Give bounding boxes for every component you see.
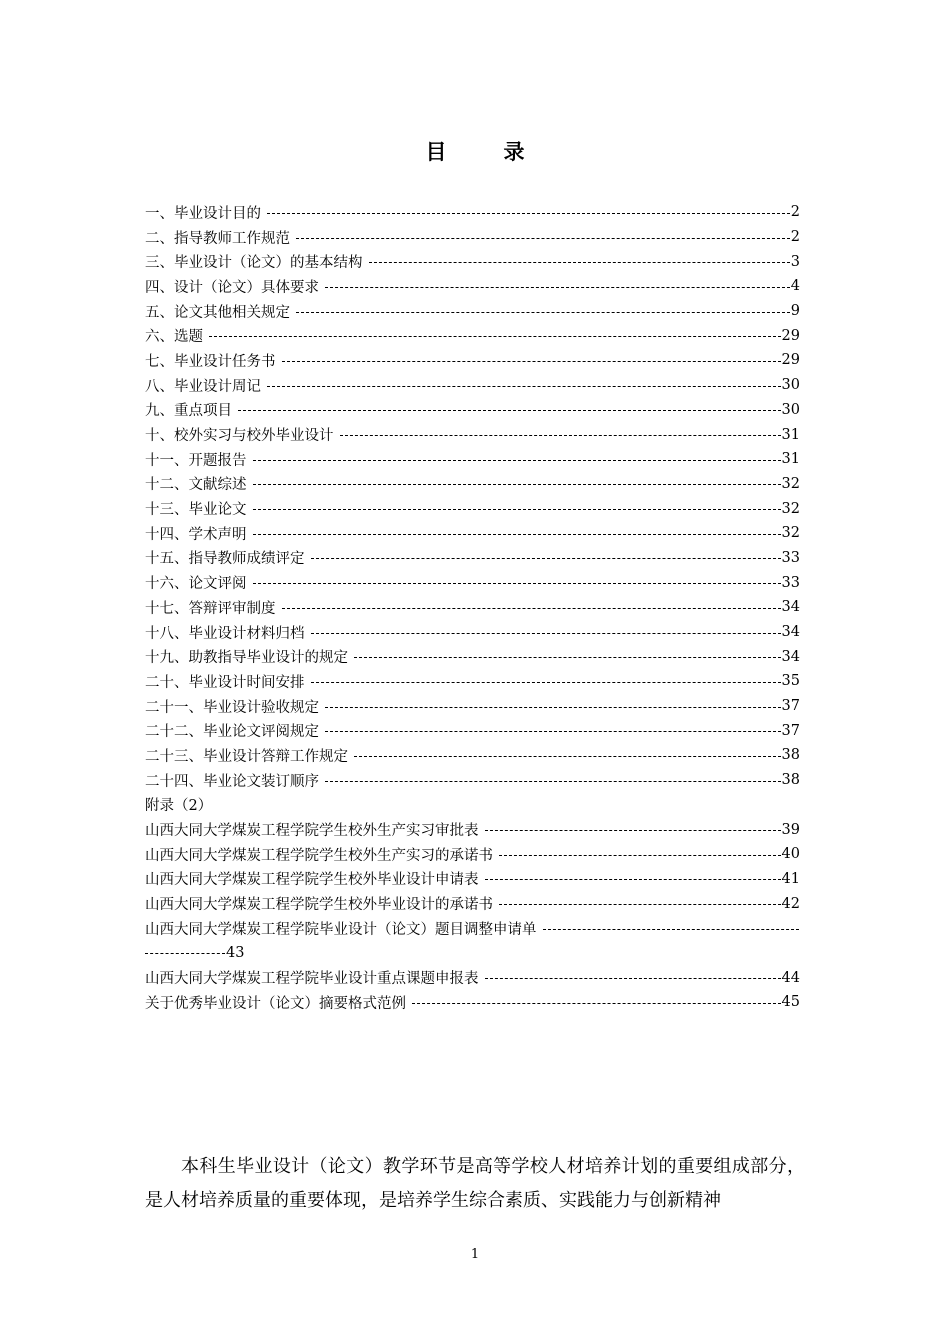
- toc-leader: [543, 929, 800, 930]
- toc-leader: [499, 904, 781, 905]
- toc-entry-label: 一、毕业设计目的: [145, 205, 261, 222]
- toc-entry[interactable]: [145, 521, 800, 546]
- toc-entry-page: 2: [790, 229, 800, 246]
- toc-leader: [267, 386, 781, 387]
- toc-entry-page: 38: [781, 772, 800, 789]
- toc-entry[interactable]: [145, 348, 800, 373]
- toc-entry-label: 二十三、毕业设计答辩工作规定: [145, 748, 348, 765]
- appendix-entry[interactable]: [145, 891, 800, 916]
- toc-leader: [325, 781, 781, 782]
- appendix-entry-label: 山西大同大学煤炭工程学院学生校外生产实习的承诺书: [145, 847, 493, 864]
- toc-leader: [253, 484, 781, 485]
- toc-leader: [311, 633, 781, 634]
- appendix-entry[interactable]: [145, 867, 800, 892]
- toc-entry-label: 四、设计（论文）具体要求: [145, 279, 319, 296]
- toc-entry[interactable]: [145, 546, 800, 571]
- toc-title: 目 录: [425, 139, 543, 164]
- toc-leader: [354, 657, 781, 658]
- toc-leader: [209, 336, 781, 337]
- appendix-entry-label: 山西大同大学煤炭工程学院学生校外毕业设计的承诺书: [145, 897, 493, 914]
- toc-leader: [238, 410, 781, 411]
- toc-entry[interactable]: [145, 669, 800, 694]
- toc-entry[interactable]: [145, 743, 800, 768]
- appendix-entry-continued[interactable]: [145, 941, 800, 966]
- toc-entry[interactable]: [145, 323, 800, 348]
- toc-entry-page: 30: [781, 401, 800, 418]
- toc-leader: [145, 953, 225, 954]
- toc-entry[interactable]: [145, 694, 800, 719]
- toc-entry-label: 九、重点项目: [145, 403, 232, 420]
- toc-leader: [369, 262, 790, 263]
- toc-entry-label: 五、论文其他相关规定: [145, 304, 290, 321]
- toc-entry-page: 32: [781, 500, 800, 517]
- toc-entry-page: 32: [781, 475, 800, 492]
- table-of-contents: [145, 200, 800, 1015]
- appendix-entry-page: 42: [781, 895, 800, 912]
- toc-leader: [296, 238, 790, 239]
- appendix-entry-page: 44: [781, 969, 800, 986]
- appendix-entry-label: 关于优秀毕业设计（论文）摘要格式范例: [145, 995, 406, 1012]
- appendix-entry[interactable]: [145, 965, 800, 990]
- toc-leader: [282, 608, 781, 609]
- toc-entry[interactable]: [145, 472, 800, 497]
- toc-entry-label: 十二、文献综述: [145, 477, 247, 494]
- appendix-entry[interactable]: [145, 916, 800, 941]
- toc-leader: [282, 361, 781, 362]
- toc-leader: [325, 287, 790, 288]
- toc-entry-label: 二十、毕业设计时间安排: [145, 674, 305, 691]
- toc-entry[interactable]: [145, 398, 800, 423]
- toc-entry[interactable]: [145, 570, 800, 595]
- toc-leader: [253, 534, 781, 535]
- toc-leader: [311, 558, 781, 559]
- toc-entry-label: 十一、开题报告: [145, 452, 247, 469]
- toc-entry-page: 4: [790, 278, 800, 295]
- toc-leader: [499, 855, 781, 856]
- toc-leader: [485, 830, 781, 831]
- toc-entry-page: 32: [781, 525, 800, 542]
- toc-entry-label: 二十二、毕业论文评阅规定: [145, 724, 319, 741]
- toc-entry[interactable]: [145, 422, 800, 447]
- toc-entry[interactable]: [145, 496, 800, 521]
- page-number: 1: [470, 1247, 480, 1262]
- appendix-heading-label: 附录（2）: [145, 798, 213, 815]
- toc-entry[interactable]: [145, 274, 800, 299]
- toc-leader: [485, 978, 781, 979]
- intro-text: [145, 1150, 805, 1218]
- toc-entry-page: 38: [781, 747, 800, 764]
- appendix-entry-label: 山西大同大学煤炭工程学院毕业设计重点课题申报表: [145, 971, 479, 988]
- appendix-entry[interactable]: [145, 990, 800, 1015]
- appendix-entry-page: 43: [226, 944, 245, 961]
- toc-entry-page: 30: [781, 377, 800, 394]
- toc-entry-page: 33: [781, 574, 800, 591]
- toc-entry-label: 十八、毕业设计材料归档: [145, 625, 305, 642]
- toc-entry[interactable]: [145, 200, 800, 225]
- toc-entry-label: 十三、毕业论文: [145, 502, 247, 519]
- toc-entry-page: 37: [781, 698, 800, 715]
- appendix-entry-label: 山西大同大学煤炭工程学院毕业设计（论文）题目调整申请单: [145, 921, 537, 938]
- appendix-entry-page: 45: [781, 994, 800, 1011]
- toc-entry-label: 二十四、毕业论文装订顺序: [145, 773, 319, 790]
- appendix-entry[interactable]: [145, 842, 800, 867]
- toc-entry-page: 9: [790, 303, 800, 320]
- toc-entry-page: 29: [781, 327, 800, 344]
- toc-entry-page: 35: [781, 673, 800, 690]
- toc-leader: [253, 509, 781, 510]
- toc-entry-page: 37: [781, 722, 800, 739]
- appendix-entry-label: 山西大同大学煤炭工程学院学生校外毕业设计申请表: [145, 872, 479, 889]
- appendix-entry-page: 39: [781, 821, 800, 838]
- toc-leader: [412, 1003, 781, 1004]
- toc-leader: [253, 460, 781, 461]
- toc-entry-page: 34: [781, 648, 800, 665]
- toc-leader: [311, 682, 781, 683]
- toc-entry[interactable]: [145, 595, 800, 620]
- toc-entry-label: 十九、助教指导毕业设计的规定: [145, 650, 348, 667]
- toc-entry-page: 3: [790, 253, 800, 270]
- toc-entry-page: 29: [781, 352, 800, 369]
- toc-entry[interactable]: [145, 447, 800, 472]
- toc-entry-page: 33: [781, 549, 800, 566]
- appendix-entry[interactable]: [145, 817, 800, 842]
- toc-leader: [253, 583, 781, 584]
- toc-entry-page: 31: [781, 426, 800, 443]
- toc-entry-label: 十六、论文评阅: [145, 576, 247, 593]
- toc-entry-label: 十四、学术声明: [145, 526, 247, 543]
- toc-entry-label: 二、指导教师工作规范: [145, 230, 290, 247]
- toc-entry[interactable]: [145, 373, 800, 398]
- toc-leader: [340, 435, 781, 436]
- intro-paragraph: 本科生毕业设计（论文）教学环节是高等学校人材培养计划的重要组成部分，是人材培养质量的重要体现，是培养学生综合素质、实践能力与创新精神: [145, 1156, 805, 1211]
- toc-entry-label: 二十一、毕业设计验收规定: [145, 699, 319, 716]
- toc-entry-label: 八、毕业设计周记: [145, 378, 261, 395]
- toc-leader: [354, 756, 781, 757]
- appendix-heading: [145, 793, 800, 818]
- toc-entry[interactable]: [145, 620, 800, 645]
- toc-leader: [296, 312, 790, 313]
- toc-entry[interactable]: [145, 249, 800, 274]
- toc-leader: [325, 707, 781, 708]
- toc-entry-label: 十五、指导教师成绩评定: [145, 551, 305, 568]
- toc-entry[interactable]: [145, 718, 800, 743]
- toc-entry[interactable]: [145, 768, 800, 793]
- toc-entry[interactable]: [145, 225, 800, 250]
- appendix-entry-label: 山西大同大学煤炭工程学院学生校外生产实习审批表: [145, 823, 479, 840]
- toc-entry[interactable]: [145, 644, 800, 669]
- toc-entry-label: 七、毕业设计任务书: [145, 353, 276, 370]
- toc-leader: [325, 731, 781, 732]
- toc-entry-page: 2: [790, 204, 800, 221]
- appendix-entry-page: 41: [781, 870, 800, 887]
- toc-entry-page: 34: [781, 624, 800, 641]
- toc-entry-label: 十、校外实习与校外毕业设计: [145, 428, 334, 445]
- toc-entry-label: 三、毕业设计（论文）的基本结构: [145, 255, 363, 272]
- appendix-entry-page: 40: [781, 846, 800, 863]
- toc-entry-label: 十七、答辩评审制度: [145, 600, 276, 617]
- toc-entry-page: 34: [781, 599, 800, 616]
- toc-entry-page: 31: [781, 451, 800, 468]
- toc-leader: [267, 213, 790, 214]
- toc-entry[interactable]: [145, 299, 800, 324]
- toc-leader: [485, 879, 781, 880]
- toc-entry-label: 六、选题: [145, 329, 203, 346]
